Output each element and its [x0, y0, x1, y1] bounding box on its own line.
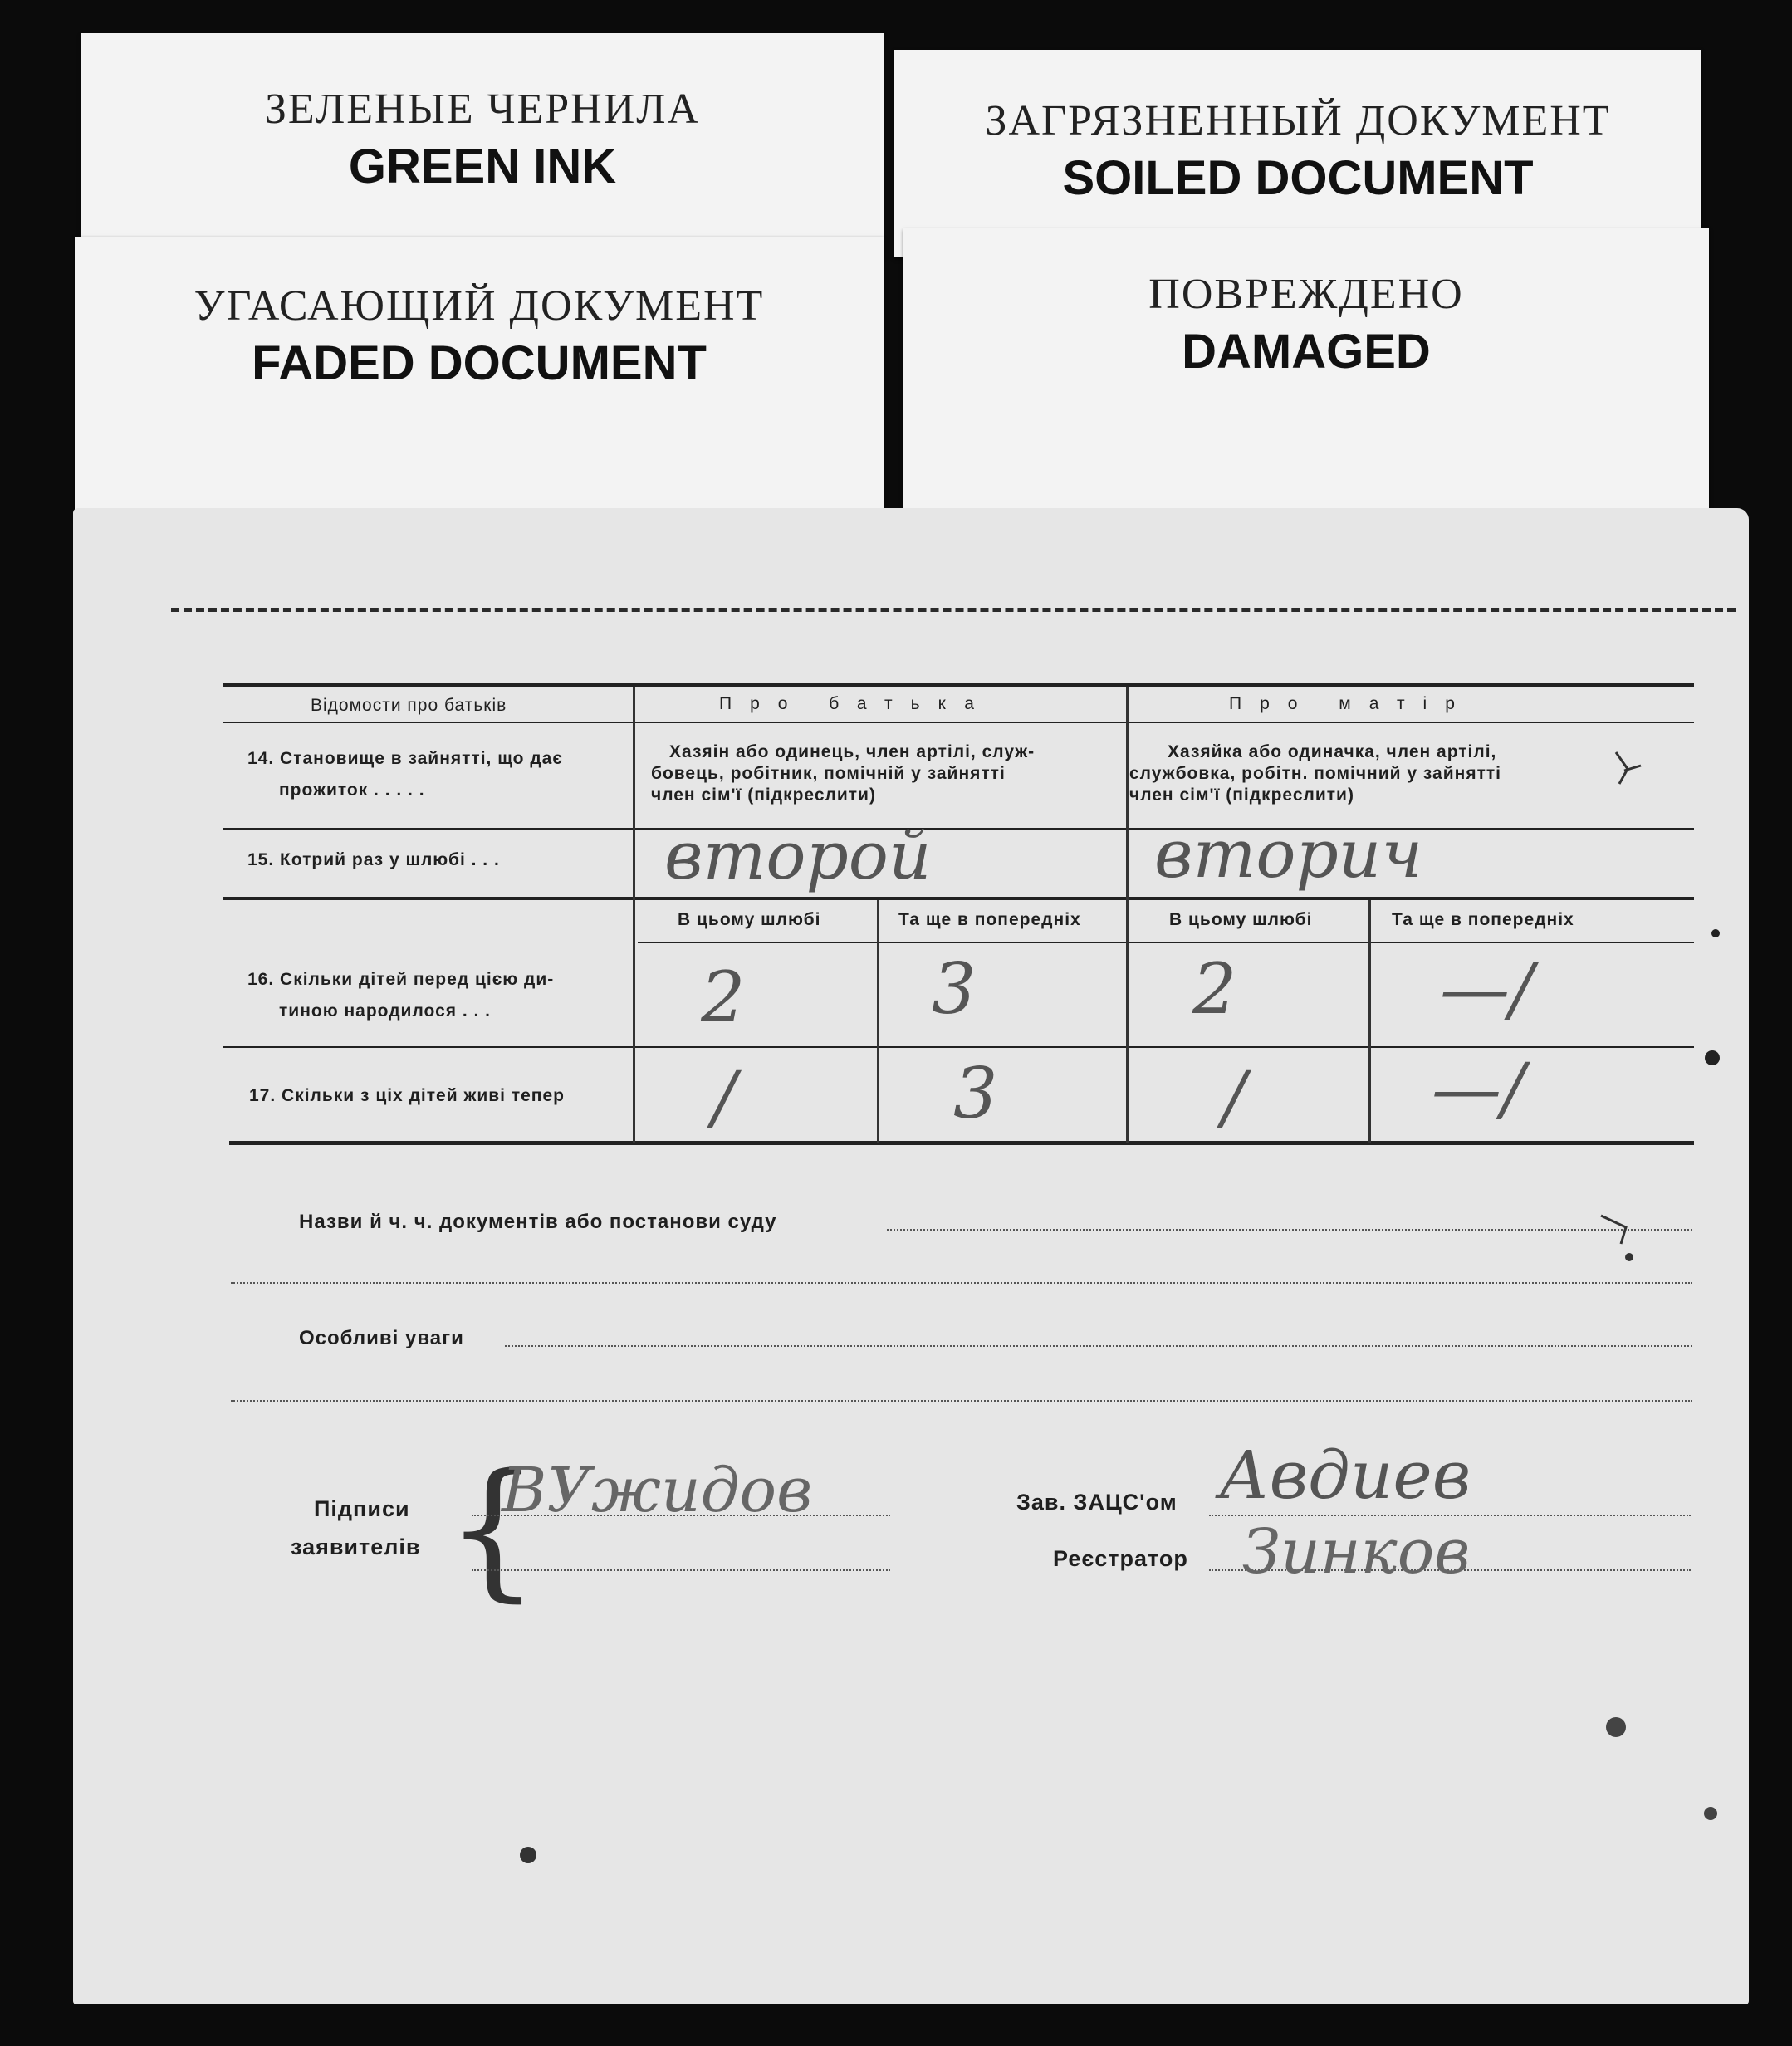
row17-mother-previous: —/	[1432, 1048, 1525, 1129]
card-label-en: GREEN INK	[348, 140, 617, 193]
registrar-signature: Зинков	[1242, 1516, 1471, 1588]
subheader-father-previous: Та ще в попередніх	[898, 910, 1081, 929]
damaged-card	[903, 228, 1709, 515]
card-label-en: FADED DOCUMENT	[252, 336, 707, 390]
subheader-father-this-marriage: В цьому шлюбі	[678, 910, 821, 929]
row14-label-cont: прожиток . . . . .	[279, 781, 425, 800]
signatures-label-cont: заявителів	[291, 1534, 421, 1559]
card-label-en: DAMAGED	[1182, 325, 1431, 379]
row14-father-options: член сім'ї (підкреслити)	[651, 786, 876, 805]
notes-label: Особливі уваги	[299, 1327, 464, 1349]
row16-mother-this: 2	[1192, 948, 1237, 1030]
signatures-label: Підписи	[314, 1496, 410, 1521]
row16-label-cont: тиною народилося . . .	[279, 1001, 492, 1021]
card-label-ru: УГАСАЮЩИЙ ДОКУМЕНТ	[193, 282, 765, 330]
green-ink-card	[81, 33, 884, 257]
row15-father-handwriting: второй	[664, 817, 932, 894]
registration-form-sheet	[73, 508, 1749, 2004]
row17-mother-this: /	[1222, 1056, 1246, 1138]
row16-mother-previous: —/	[1440, 948, 1534, 1030]
card-label-ru: ЗАГРЯЗНЕННЫЙ ДОКУМЕНТ	[985, 97, 1611, 144]
zags-head-signature: Авдиев	[1219, 1437, 1471, 1514]
row17-father-previous: 3	[953, 1053, 998, 1134]
signatures-brace: {	[445, 1442, 541, 1616]
zags-head-label: Зав. ЗАЦС'ом	[1016, 1490, 1178, 1515]
card-label-en: SOILED DOCUMENT	[1062, 151, 1534, 205]
row17-father-this: /	[712, 1056, 737, 1138]
row16-label: 16. Скільки дітей перед цією ди-	[247, 970, 555, 989]
subheader-mother-this-marriage: В цьому шлюбі	[1169, 910, 1313, 929]
row14-father-options: Хазяін або одинець, член артілі, служ-	[669, 742, 1036, 761]
documents-label: Назви й ч. ч. документів або постанови суду	[299, 1211, 777, 1233]
header-parents-info: Відомости про батьків	[311, 696, 507, 715]
row16-father-previous: 3	[932, 948, 977, 1030]
row15-label: 15. Котрий раз у шлюбі . . .	[247, 850, 500, 869]
row14-mother-options: службовка, робітн. помічний у зайнятті	[1129, 764, 1501, 783]
row14-label: 14. Становище в зайнятті, що дає	[247, 749, 563, 768]
row16-father-this: 2	[701, 957, 746, 1038]
row14-mother-options: Хазяйка або одиначка, член артілі,	[1168, 742, 1497, 761]
row17-label: 17. Скільки з ціх дітей живі тепер	[249, 1086, 565, 1105]
soiled-document-card	[894, 50, 1701, 257]
row14-mother-options: член сім'ї (підкреслити)	[1129, 786, 1354, 805]
card-label-ru: ПОВРЕЖДЕНО	[1148, 271, 1464, 318]
faded-document-card	[75, 237, 884, 519]
header-father: Про батька	[719, 694, 992, 713]
header-mother: Про матір	[1229, 694, 1473, 713]
row15-mother-handwriting: вторич	[1154, 815, 1423, 893]
row14-father-options: бовець, робітник, помічній у зайнятті	[651, 764, 1006, 783]
subheader-mother-previous: Та ще в попередніх	[1392, 910, 1574, 929]
applicant-signature: ВУжидов	[502, 1455, 813, 1526]
registrar-label: Реєстратор	[1053, 1546, 1188, 1571]
damage-marks	[73, 508, 1749, 2004]
card-label-ru: ЗЕЛЕНЫЕ ЧЕРНИЛА	[264, 86, 701, 133]
